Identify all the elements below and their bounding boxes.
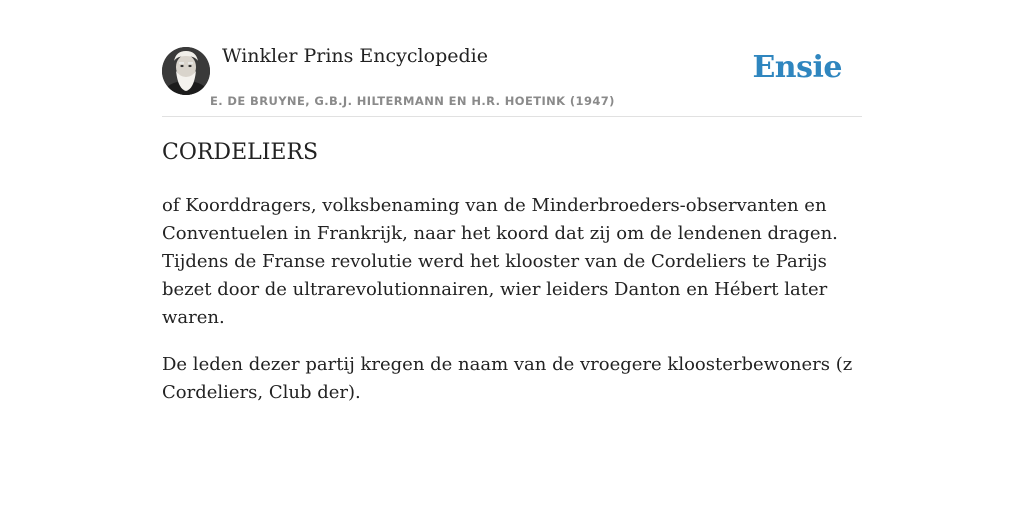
entry-paragraph: of Koorddragers, volksbenaming van de Minderbroeders-observanten en Conventuelen in Frankrijk, naar het koord dat zij om de lendenen dragen. Tijdens de Franse revolutie werd het klooster van de Cordeliers te Parijs bezet door de ultrarevolutionnairen, wier leiders Danton en Hébert later waren. [162,195,838,328]
brand-logo-link[interactable]: Ensie [752,50,842,85]
source-header [162,40,862,117]
entry-paragraph: De leden dezer partij kregen de naam van de vroegere kloosterbewoners (z Cordeliers, Club der). [162,354,853,403]
source-authors: E. DE BRUYNE, G.B.J. HILTERMANN EN H.R. HOETINK (1947) [210,94,615,108]
source-title[interactable]: Winkler Prins Encyclopedie [222,45,488,67]
avatar[interactable] [162,47,210,95]
entry-title: CORDELIERS [162,140,319,165]
entry-content [162,192,862,426]
bearded-man-portrait-icon [162,47,210,95]
